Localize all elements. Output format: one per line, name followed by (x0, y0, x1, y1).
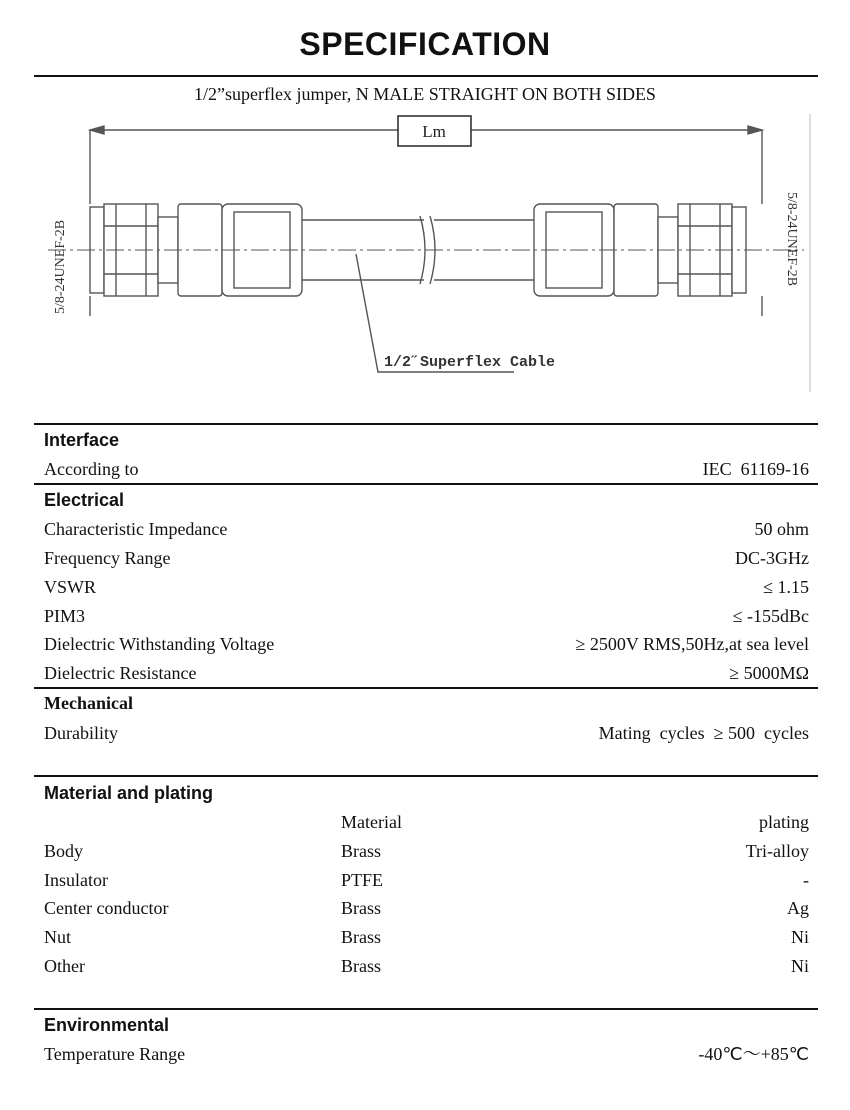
spec-row (44, 604, 809, 628)
spec-label: Frequency Range (44, 548, 171, 568)
plating-column-header: plating (759, 812, 809, 832)
spec-row (44, 661, 809, 685)
spec-label: Dielectric Withstanding Voltage (44, 634, 275, 654)
material-row (44, 839, 809, 863)
spec-value: ≤ -155dBc (732, 606, 809, 626)
section-divider (34, 1008, 818, 1010)
material-row (44, 954, 809, 978)
spec-label: PIM3 (44, 606, 86, 626)
section-divider (34, 775, 818, 777)
part-material: Brass (341, 956, 381, 976)
interface-heading: Interface (44, 430, 120, 450)
part-name: Body (44, 841, 84, 861)
part-plating: Ni (791, 927, 809, 947)
part-material: Brass (341, 841, 381, 861)
part-material: Brass (341, 927, 381, 947)
material-row (44, 896, 809, 920)
part-material: Brass (341, 898, 381, 918)
environmental-heading: Environmental (44, 1015, 170, 1035)
cable-label: 1/2˝Superflex Cable (384, 354, 556, 371)
spec-label: VSWR (44, 577, 97, 597)
product-subtitle: 1/2”superflex jumper, N MALE STRAIGHT ON BOTH SIDES (194, 84, 656, 104)
spec-row (44, 632, 809, 656)
spec-row (44, 721, 809, 745)
part-plating: Tri-alloy (745, 841, 809, 861)
section-divider (34, 483, 818, 485)
section-divider (34, 423, 818, 425)
dimension-arrow-left (90, 126, 104, 134)
spec-row (44, 457, 809, 481)
part-name: Insulator (44, 870, 108, 890)
spec-label: Temperature Range (44, 1044, 186, 1064)
spec-row (44, 1042, 809, 1066)
spec-label: According to (44, 459, 139, 479)
spec-value: ≤ 1.15 (763, 577, 809, 597)
part-plating: Ni (791, 956, 809, 976)
material-heading: Material and plating (44, 783, 214, 803)
spec-row (44, 517, 809, 541)
part-name: Other (44, 956, 85, 976)
spec-value: Mating cycles ≥ 500 cycles (598, 723, 809, 743)
spec-value: ≥ 2500V RMS,50Hz,at sea level (575, 634, 809, 654)
material-column-header: Material (341, 812, 402, 832)
dimension-arrow-right (748, 126, 762, 134)
spec-value: DC-3GHz (735, 548, 809, 568)
part-name: Center conductor (44, 898, 169, 918)
part-material: PTFE (341, 870, 384, 890)
spec-row (44, 546, 809, 570)
title-divider (34, 75, 818, 77)
material-header-row (44, 810, 809, 834)
electrical-heading: Electrical (44, 490, 125, 510)
spec-label: Characteristic Impedance (44, 519, 228, 539)
spec-value: ≥ 5000MΩ (729, 663, 809, 683)
material-row (44, 868, 809, 892)
part-plating: - (803, 870, 809, 890)
jumper-drawing (34, 104, 818, 404)
spec-value: IEC 61169-16 (702, 459, 809, 479)
part-name: Nut (44, 927, 71, 947)
left-thread-label: 5/8-24UNEF-2B (53, 219, 68, 314)
spec-label: Dielectric Resistance (44, 663, 197, 683)
mechanical-heading: Mechanical (44, 693, 133, 713)
length-label: Lm (422, 122, 446, 141)
part-plating: Ag (787, 898, 809, 918)
right-thread-label: 5/8-24UNEF-2B (784, 192, 799, 287)
spec-value: 50 ohm (754, 519, 809, 539)
spec-label: Durability (44, 723, 118, 743)
spec-row (44, 575, 809, 599)
spec-value: -40℃～+85℃ (698, 1044, 809, 1064)
material-row (44, 925, 809, 949)
section-divider (34, 687, 818, 689)
page-title: SPECIFICATION (299, 26, 551, 62)
